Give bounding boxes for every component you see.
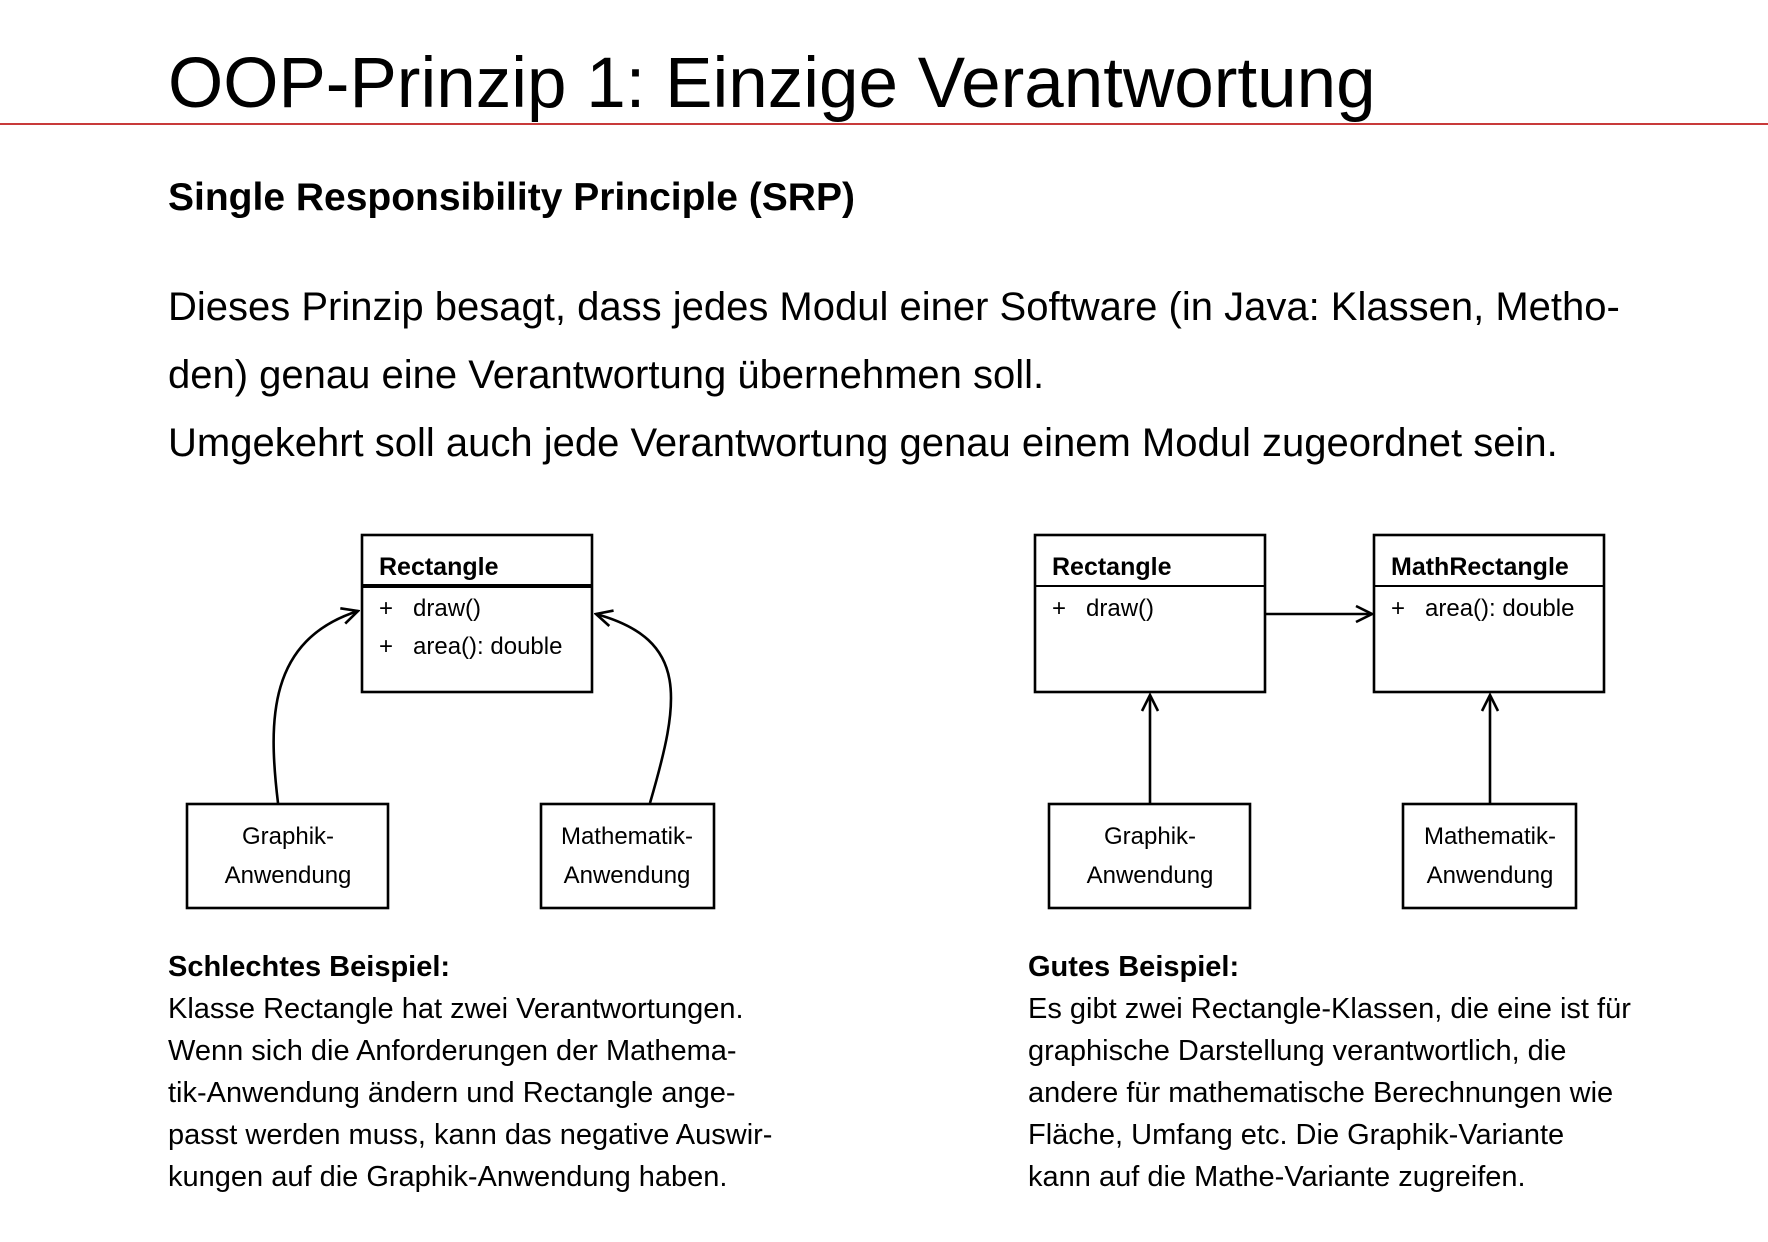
bad-class-name: Rectangle xyxy=(379,553,499,581)
bad-client-graphik-line2: Anwendung xyxy=(224,862,352,889)
intro-line-3: Umgekehrt soll auch jede Verantwortung genau einem Modul zugeordnet sein. xyxy=(168,421,1558,465)
bad-method-draw: + draw() xyxy=(379,595,482,622)
good-example-caption xyxy=(1028,946,1631,1198)
good-client-mathematik-line2: Anwendung xyxy=(1426,862,1554,889)
good-caption-line-5: kann auf die Mathe-Variante zugreifen. xyxy=(1028,1161,1526,1193)
bad-method-area: + area(): double xyxy=(379,633,563,660)
bad-caption-line-5: kungen auf die Graphik-Anwendung haben. xyxy=(168,1161,728,1193)
intro-line-2: den) genau eine Verantwortung übernehmen soll. xyxy=(168,353,1045,397)
bad-example-caption xyxy=(168,946,772,1198)
bad-client-mathematik-line2: Anwendung xyxy=(563,862,691,889)
good-client-mathematik xyxy=(1403,804,1576,908)
good-mathrectangle-class xyxy=(1374,535,1604,692)
bad-rectangle-class xyxy=(362,535,592,692)
good-caption-heading: Gutes Beispiel: xyxy=(1028,951,1240,983)
good-client-graphik-line2: Anwendung xyxy=(1086,862,1214,889)
slide-title: OOP-Prinzip 1: Einzige Verantwortung xyxy=(168,44,1376,123)
bad-caption-line-2: Wenn sich die Anforderungen der Mathema- xyxy=(168,1035,737,1067)
good-class-b-name: MathRectangle xyxy=(1391,553,1569,581)
bad-caption-line-1: Klasse Rectangle hat zwei Verantwortungen. xyxy=(168,993,744,1025)
bad-caption-heading: Schlechtes Beispiel: xyxy=(168,951,451,983)
bad-client-graphik xyxy=(187,804,388,908)
good-class-b-method: + area(): double xyxy=(1391,595,1575,622)
good-client-graphik xyxy=(1049,804,1250,908)
good-caption-line-3: andere für mathematische Berechnungen wie xyxy=(1028,1077,1614,1109)
bad-client-mathematik xyxy=(541,804,714,908)
good-class-a-method: + draw() xyxy=(1052,595,1155,622)
good-caption-line-2: graphische Darstellung verantwortlich, die xyxy=(1028,1035,1567,1067)
good-caption-line-1: Es gibt zwei Rectangle-Klassen, die eine ist für xyxy=(1028,993,1631,1025)
good-class-a-name: Rectangle xyxy=(1052,553,1172,581)
bad-example-diagram xyxy=(187,535,714,908)
good-client-mathematik-line1: Mathematik- xyxy=(1423,823,1557,850)
bad-caption-line-3: tik-Anwendung ändern und Rectangle ange- xyxy=(168,1077,736,1109)
good-example-diagram xyxy=(1035,535,1604,908)
bad-arrow-graphik xyxy=(274,611,358,803)
bad-client-mathematik-line1: Mathematik- xyxy=(560,823,694,850)
good-rectangle-class xyxy=(1035,535,1265,692)
slide-subtitle: Single Responsibility Principle (SRP) xyxy=(168,176,855,219)
good-client-graphik-line1: Graphik- xyxy=(1103,823,1197,850)
good-caption-line-4: Fläche, Umfang etc. Die Graphik-Variante xyxy=(1028,1119,1565,1151)
intro-line-1: Dieses Prinzip besagt, dass jedes Modul einer Software (in Java: Klassen, Metho- xyxy=(168,285,1620,329)
bad-arrow-mathematik xyxy=(596,614,671,803)
bad-client-graphik-line1: Graphik- xyxy=(241,823,335,850)
bad-caption-line-4: passt werden muss, kann das negative Auswir- xyxy=(168,1119,773,1151)
